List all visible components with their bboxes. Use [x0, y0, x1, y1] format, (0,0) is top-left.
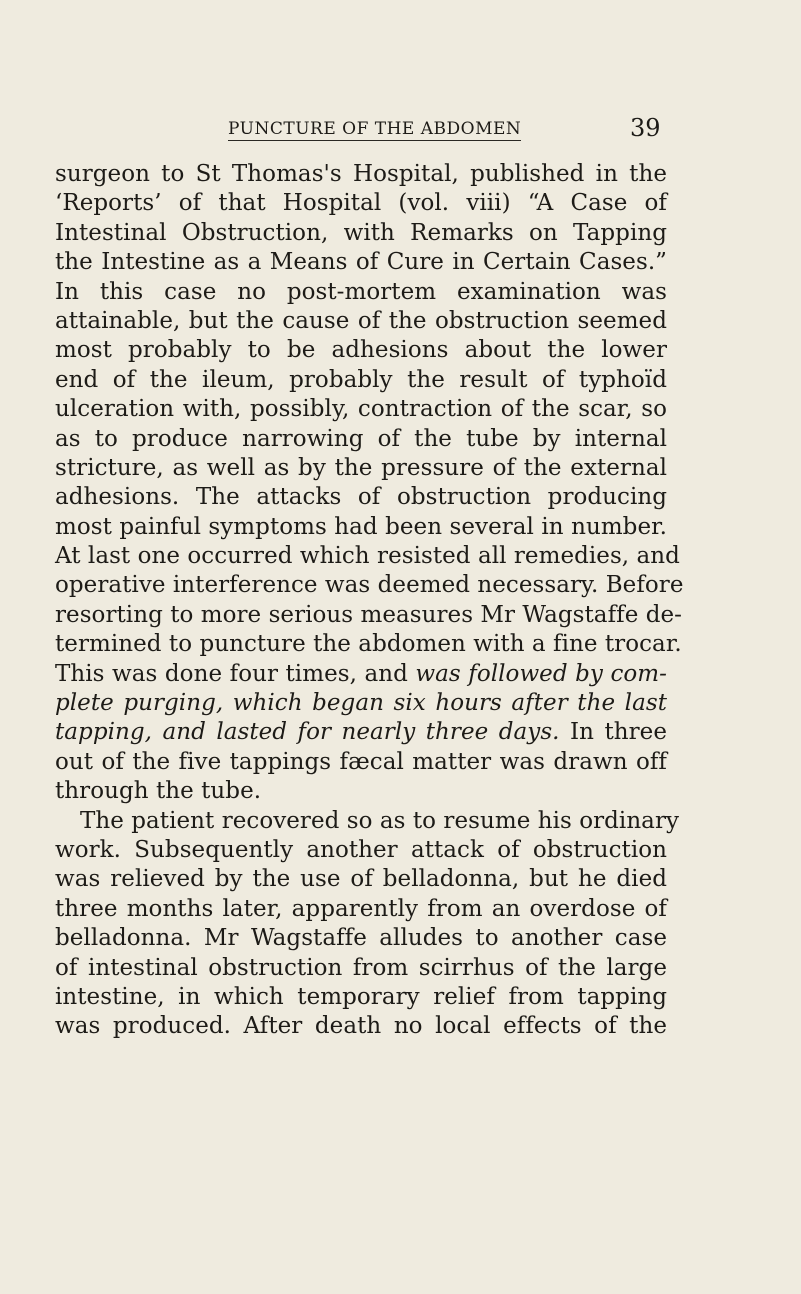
text-line: termined to puncture the abdomen with a fine trocar.	[55, 631, 682, 658]
text-line: the Intestine as a Means of Cure in Certain Cases.”	[55, 249, 667, 276]
page-number: 39	[630, 114, 661, 142]
text-line: stricture, as well as by the pressure of the external	[55, 454, 667, 481]
text-line: This was done four times, and was followed by com-	[55, 660, 667, 687]
text-line: most probably to be adhesions about the lower	[55, 337, 667, 364]
text-line: was produced. After death no local effects of the	[55, 1013, 667, 1040]
text-line: of intestinal obstruction from scirrhus of the large	[55, 954, 667, 981]
text-line: adhesions. The attacks of obstruction producing	[55, 484, 667, 511]
text-line: In this case no post-mortem examination was	[55, 278, 667, 305]
text-line: plete purging, which began six hours after the last	[55, 690, 667, 717]
text-line: end of the ileum, probably the result of typhoïd	[55, 366, 667, 393]
text-line: surgeon to St Thomas's Hospital, published in the	[55, 161, 667, 187]
text-line: At last one occurred which resisted all remedies, and	[55, 543, 680, 570]
text-line: attainable, but the cause of the obstruction seemed	[55, 307, 667, 334]
text-line: three months later, apparently from an overdose of	[55, 895, 667, 922]
body-text	[55, 160, 684, 1042]
text-line: out of the five tappings fæcal matter was drawn off	[55, 748, 667, 775]
text-line: The patient recovered so as to resume his ordinary	[80, 807, 680, 834]
text-line: ulceration with, possibly, contraction of the scar, so	[55, 396, 667, 423]
text-line: ‘Reports’ of that Hospital (vol. viii) “A Case of	[55, 190, 667, 217]
text-line: resorting to more serious measures Mr Wagstaffe de-	[55, 601, 682, 628]
text-line: tapping, and lasted for nearly three days. In three	[55, 719, 667, 746]
text-line: most painful symptoms had been several in number.	[55, 513, 667, 540]
text-line: as to produce narrowing of the tube by internal	[55, 425, 667, 452]
text-line: was relieved by the use of belladonna, but he died	[55, 866, 667, 893]
text-line: belladonna. Mr Wagstaffe alludes to another case	[55, 925, 667, 952]
text-line: intestine, in which temporary relief from tapping	[55, 983, 667, 1010]
text-line: through the tube.	[55, 778, 262, 805]
text-line: Intestinal Obstruction, with Remarks on Tapping	[55, 219, 667, 246]
text-line: operative interference was deemed necessary. Before	[55, 572, 684, 599]
running-title: PUNCTURE OF THE ABDOMEN	[228, 119, 522, 139]
text-line: work. Subsequently another attack of obstruction	[55, 836, 667, 863]
running-head	[0, 114, 801, 148]
